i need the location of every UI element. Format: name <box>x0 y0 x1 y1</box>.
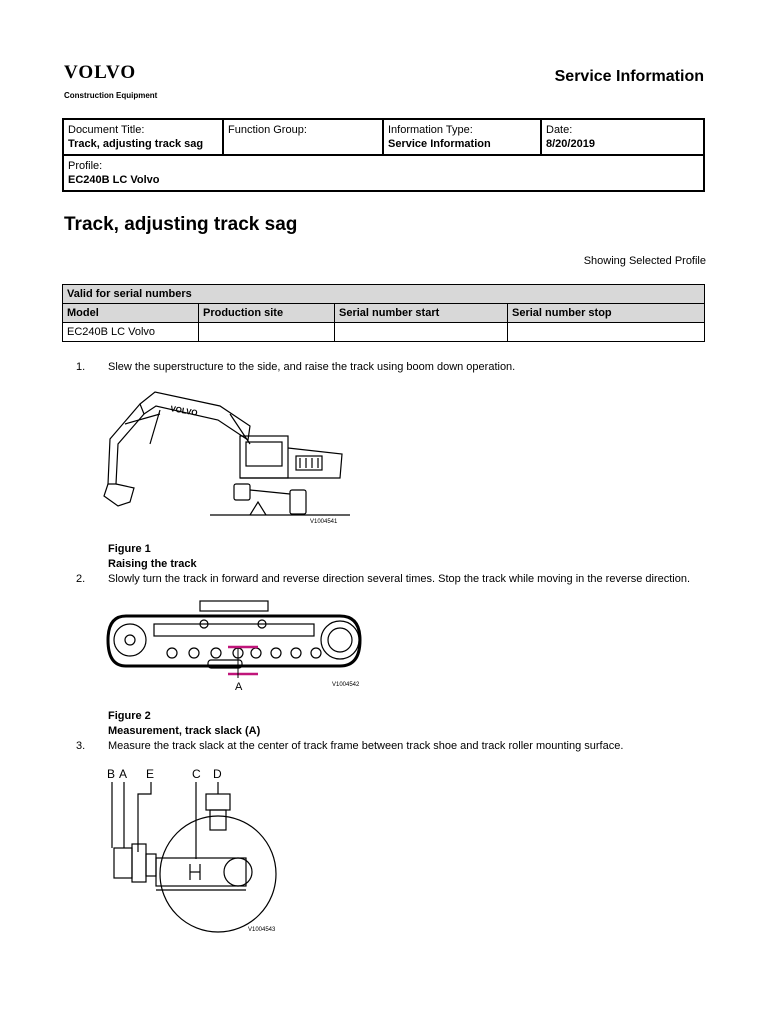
marker-label: A <box>119 767 128 781</box>
profile-cell <box>63 155 704 191</box>
boom-brand-text: VOLVO <box>169 404 199 418</box>
table-cell <box>508 323 705 342</box>
serial-table-caption: Valid for serial numbers <box>63 285 705 304</box>
figure-2-caption <box>108 709 260 739</box>
figure-1-caption <box>108 542 197 572</box>
page-title: Track, adjusting track sag <box>64 214 298 235</box>
profile-label: Profile: <box>68 160 103 172</box>
table-row <box>63 323 705 342</box>
marker-label: D <box>213 767 222 781</box>
doc-title-label: Document Title: <box>68 124 145 136</box>
marker-label: E <box>146 767 155 781</box>
column-header: Model <box>63 304 199 323</box>
step-number: 3. <box>76 740 86 752</box>
step-text: Slowly turn the track in forward and reverse direction several times. Stop the track while moving in the reverse direction. <box>108 573 691 585</box>
table-cell: EC240B LC Volvo <box>63 323 199 342</box>
document-meta-table <box>62 118 705 192</box>
info-type-cell <box>383 119 541 155</box>
table-cell <box>335 323 508 342</box>
info-type-value: Service Information <box>388 138 491 150</box>
table-cell <box>199 323 335 342</box>
date-label: Date: <box>546 124 573 136</box>
doc-title-cell <box>63 119 223 155</box>
figure-code: V1004543 <box>248 927 276 933</box>
figure-caption-text: Raising the track <box>108 558 197 570</box>
date-cell <box>541 119 704 155</box>
column-header: Serial number start <box>335 304 508 323</box>
figure-label: Figure 2 <box>108 710 151 722</box>
volvo-logo: VOLVO <box>64 62 137 83</box>
excavator-figure <box>100 384 360 530</box>
track-adjuster-figure <box>100 764 284 938</box>
header-title: Service Information <box>554 68 704 85</box>
function-group-label: Function Group: <box>228 124 307 136</box>
date-value: 8/20/2019 <box>546 138 595 150</box>
step-text: Slew the superstructure to the side, and raise the track using boom down operation. <box>108 361 516 373</box>
marker-label: C <box>192 767 201 781</box>
info-type-label: Information Type: <box>388 124 473 136</box>
marker-label: B <box>107 767 116 781</box>
slack-marker-label: A <box>235 681 243 693</box>
column-header: Serial number stop <box>508 304 705 323</box>
track-frame-figure <box>104 598 368 694</box>
profile-value: EC240B LC Volvo <box>68 174 160 186</box>
figure-label: Figure 1 <box>108 543 151 555</box>
step-number: 2. <box>76 573 86 585</box>
function-group-cell <box>223 119 383 155</box>
step-number: 1. <box>76 361 86 373</box>
figure-caption-text: Measurement, track slack (A) <box>108 725 261 737</box>
doc-title-value: Track, adjusting track sag <box>68 138 204 150</box>
figure-code: V1004541 <box>310 519 338 525</box>
figure-code: V1004542 <box>332 682 360 688</box>
step-text: Measure the track slack at the center of track frame between track shoe and track roller mounting surface. <box>108 740 624 752</box>
logo-subtitle: Construction Equipment <box>64 91 158 100</box>
showing-profile-text: Showing Selected Profile <box>583 255 706 267</box>
serial-number-table <box>62 284 705 342</box>
column-header: Production site <box>199 304 335 323</box>
